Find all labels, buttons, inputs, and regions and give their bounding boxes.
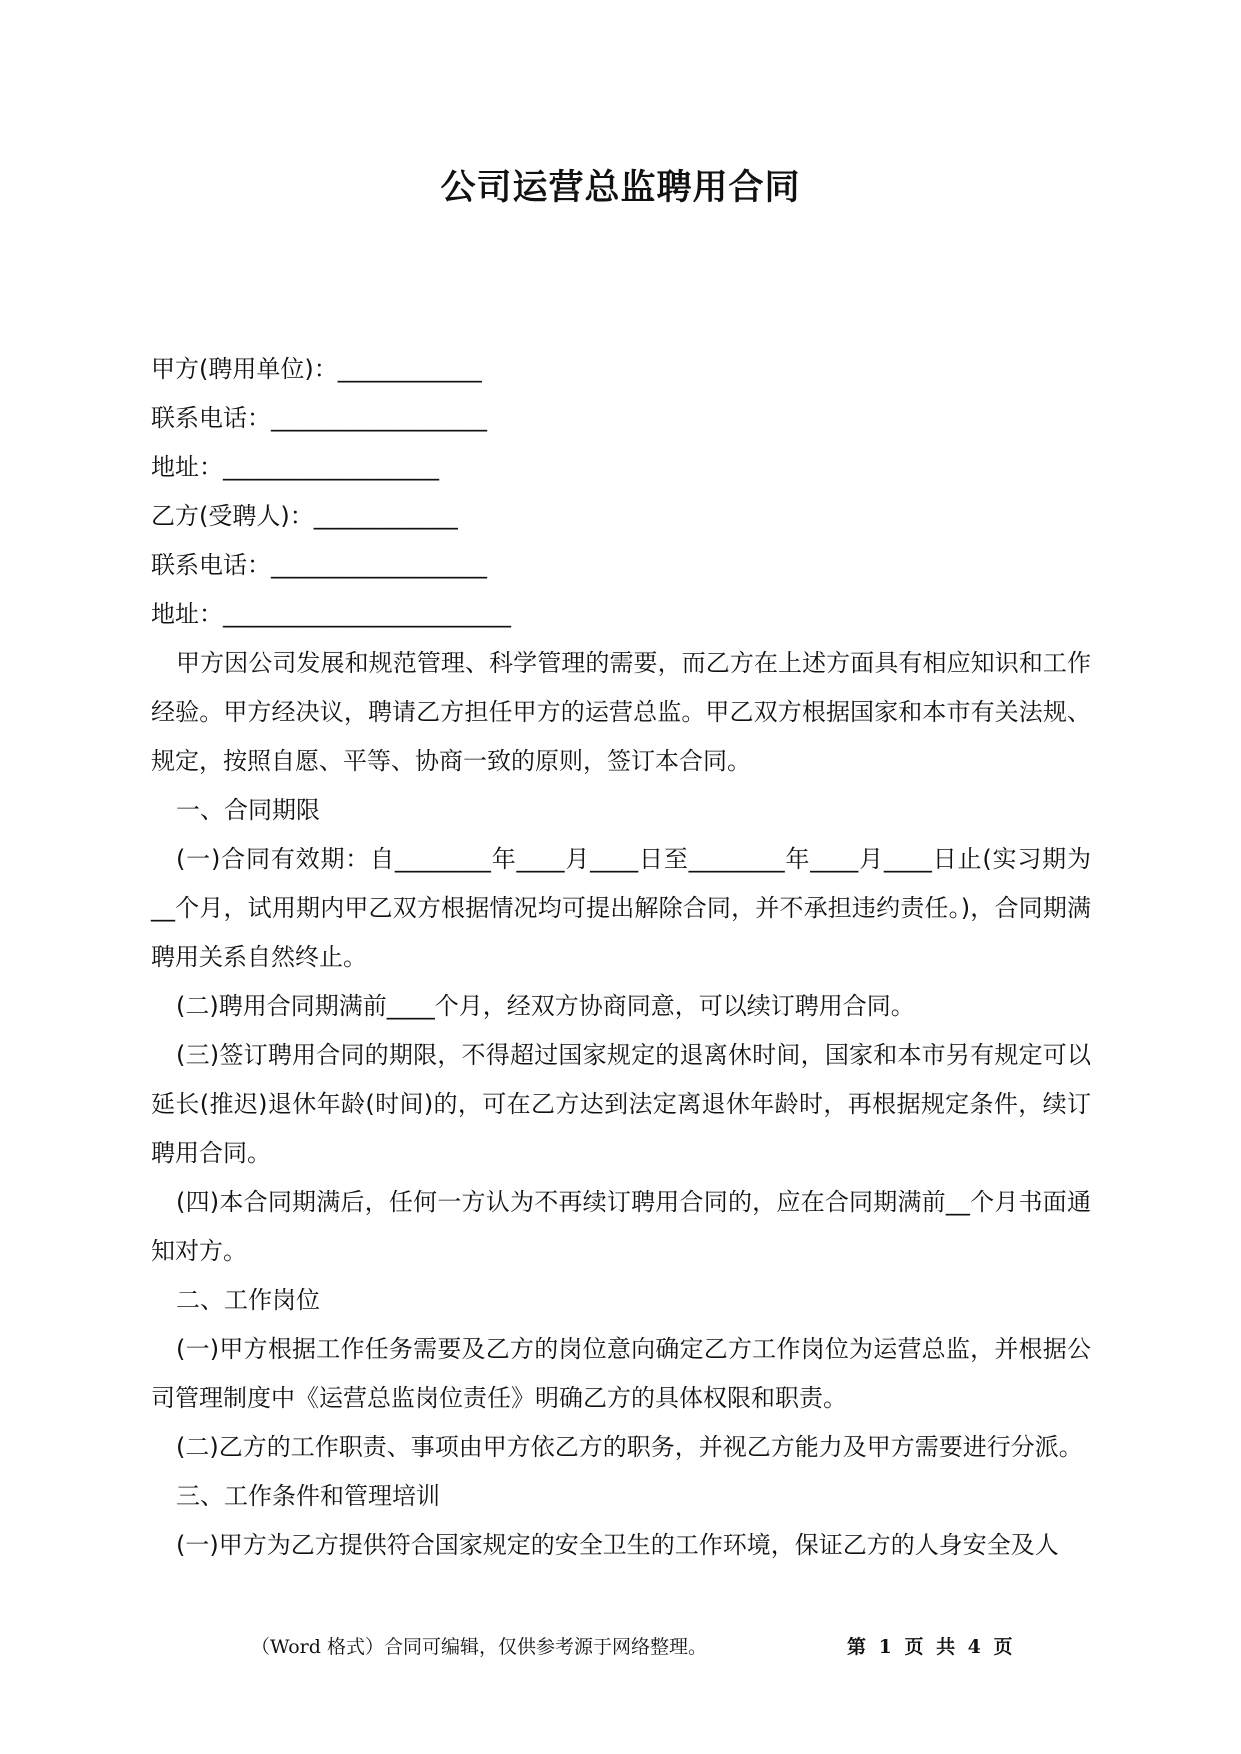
party-a-phone-line: 联系电话：__________________ [151, 404, 487, 432]
clause-paragraph: (二)乙方的工作职责、事项由甲方依乙方的职务，并视乙方能力及甲方需要进行分派。 [176, 1433, 1083, 1461]
clause-paragraph: (三)签订聘用合同的期限，不得超过国家规定的退离休时间，国家和本市另有规定可以延长(推迟)退休年龄(时间)的，可在乙方达到法定离退休年龄时，再根据规定条件，续订聘用合同。 [151, 1041, 1091, 1167]
section-heading: 二、工作岗位 [176, 1286, 320, 1314]
section-heading: 一、合同期限 [176, 796, 320, 824]
section-heading: 三、工作条件和管理培训 [176, 1482, 440, 1510]
footer-note: （Word 格式）合同可编辑，仅供参考源于网络整理。 [251, 1636, 707, 1658]
party-a-unit-line: 甲方(聘用单位)：____________ [151, 355, 482, 383]
clause-paragraph: (二)聘用合同期满前____个月，经双方协商同意，可以续订聘用合同。 [176, 992, 915, 1020]
party-b-phone-line: 联系电话：__________________ [151, 551, 487, 579]
page-footer [0, 1632, 1241, 1662]
document-body [151, 345, 1091, 1570]
party-b-name-line: 乙方(受聘人)：____________ [151, 502, 458, 530]
clause-paragraph: (四)本合同期满后，任何一方认为不再续订聘用合同的，应在合同期满前__个月书面通知对方。 [151, 1188, 1091, 1265]
clause-paragraph: (一)合同有效期：自________年____月____日至________年____月____日止(实习期为__个月，试用期内甲乙双方根据情况均可提出解除合同，并不承担违约责任。)，合同期满聘用关系自然终止。 [151, 845, 1091, 971]
clause-paragraph: (一)甲方根据工作任务需要及乙方的岗位意向确定乙方工作岗位为运营总监，并根据公司管理制度中《运营总监岗位责任》明确乙方的具体权限和职责。 [151, 1335, 1091, 1412]
party-a-address-line: 地址：__________________ [151, 453, 439, 481]
page-number: 第 1 页 共 4 页 [847, 1636, 1016, 1658]
clause-paragraph: (一)甲方为乙方提供符合国家规定的安全卫生的工作环境，保证乙方的人身安全及人 [176, 1531, 1059, 1559]
intro-paragraph: 甲方因公司发展和规范管理、科学管理的需要，而乙方在上述方面具有相应知识和工作经验。甲方经决议，聘请乙方担任甲方的运营总监。甲乙双方根据国家和本市有关法规、规定，按照自愿、平等、协商一致的原则，签订本合同。 [151, 649, 1091, 775]
party-b-address-line: 地址：________________________ [151, 600, 511, 628]
document-title: 公司运营总监聘用合同 [440, 168, 801, 208]
